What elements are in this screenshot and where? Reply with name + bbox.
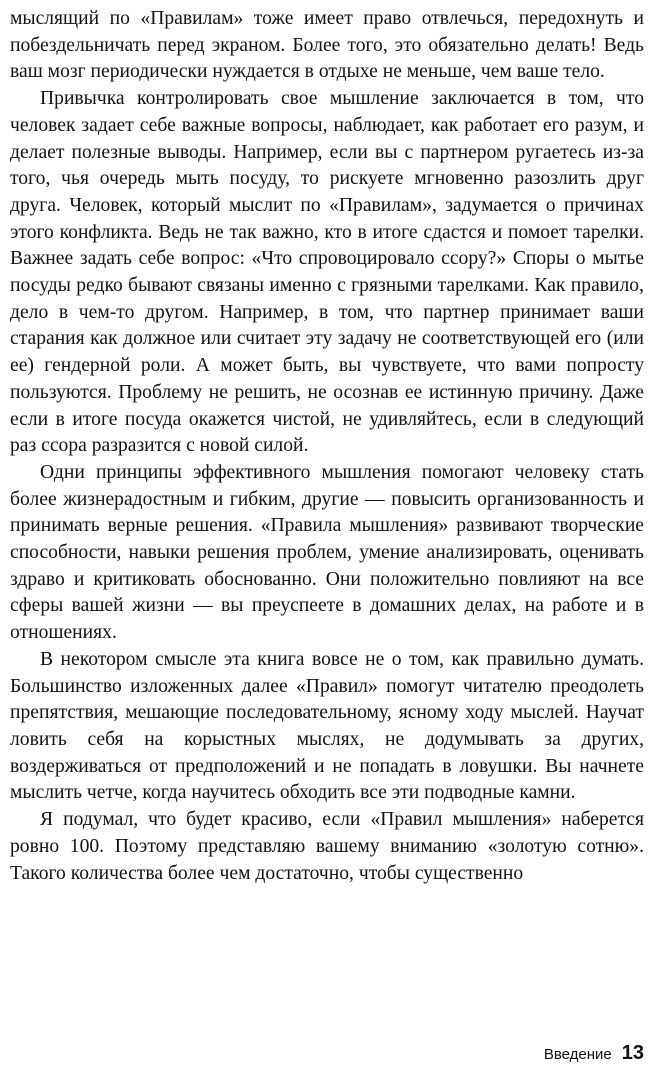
page-text	[10, 6, 644, 887]
running-footer-section: Введение	[543, 1046, 612, 1063]
page-footer	[544, 1042, 644, 1065]
paragraph: Привычка контролировать свое мышление заключается в том, что человек задает себе важные вопросы, наблюдает, как работает его разум, и делает полезные выводы. Например, если вы с партнером ругаетесь из-за того, чья очередь мыть посуду, то рискуете мгновенно разозлить друг друга. Человек, который мыслит по «Правилам», задумается о причинах этого конфликта. Ведь не так важно, кто в итоге сдастся и помоет тарелки. Важнее задать себе вопрос: «Что спровоцировало ссору?» Споры о мытье посуды редко бывают связаны именно с грязными тарелками. Как правило, дело в чем-то другом. Например, в том, что партнер принимает ваши старания как должное или считает эту задачу не соответствующей его (или ее) гендерной роли. А может быть, вы чувствуете, что вами попросту пользуются. Проблему не решить, не осознав ее истинную причину. Даже если в итоге посуда окажется чистой, не удивляйтесь, если в следующий раз ссора разразится с новой силой.	[10, 88, 644, 457]
paragraph-continuation: мыслящий по «Правилам» тоже имеет право отвлечься, передохнуть и побездельничать перед экраном. Более того, это обязательно делать! Ведь ваш мозг периодически нуждается в отдыхе не меньше, чем ваше тело.	[10, 8, 644, 83]
paragraph: Я подумал, что будет красиво, если «Правил мышления» наберется ровно 100. Поэтому представляю вашему вниманию «золотую сотню». Такого количества более чем достаточно, чтобы существенно	[10, 809, 644, 884]
paragraph: В некотором смысле эта книга вовсе не о том, как правильно думать. Большинство изложенных далее «Правил» помогут читателю преодолеть препятствия, мешающие последовательному, ясному ходу мыслей. Научат ловить себя на корыстных мыслях, не додумывать за других, воздерживаться от предположений и не попадать в ловушки. Вы начнете мыслить четче, когда научитесь обходить все эти подводные камни.	[10, 648, 644, 804]
paragraph: Одни принципы эффективного мышления помогают человеку стать более жизнерадостным и гибким, другие — повысить организованность и принимать верные решения. «Правила мышления» развивают творческие способности, навыки решения проблем, умение анализировать, оценивать здраво и критиковать обоснованно. Они положительно повлияют на все сферы вашей жизни — вы преуспеете в домашних делах, на работе и в отношениях.	[10, 461, 644, 644]
page-number: 13	[621, 1042, 644, 1064]
